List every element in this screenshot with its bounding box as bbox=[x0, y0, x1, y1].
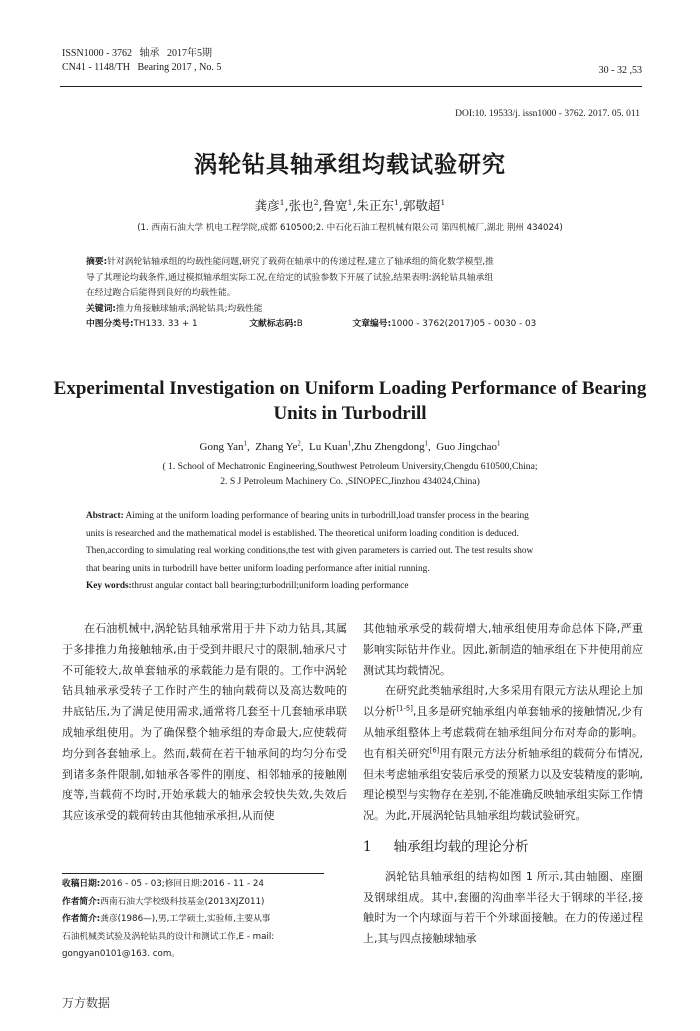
title-en-line2: Units in Turbodrill bbox=[273, 403, 427, 424]
abstract-en-line: that bearing units in turbodrill have better uniform loading performance after initial running. bbox=[86, 563, 430, 574]
section-heading bbox=[363, 837, 643, 858]
footnote bbox=[62, 876, 352, 964]
author-en-5: Guo Jingchao bbox=[436, 441, 498, 453]
body-paragraph: 其他轴承承受的载荷增大,轴承组使用寿命总体下降,严重影响实际钻井作业。因此,新制造的轴承组在下井使用前应测试其均载情况。 bbox=[363, 622, 643, 677]
abstract-en-line: Then,according to simulating real working conditions,the test with given parameters is carried out. The test results show bbox=[86, 546, 534, 556]
abstract-en bbox=[86, 508, 631, 596]
author-cn-3-sup: 1 bbox=[347, 197, 353, 207]
doc-code-value: B bbox=[296, 319, 303, 329]
authors-cn: 龚彦$^1$,张也$^2$,鲁宽$^1$,朱正东$^1$,郭敬超$^1$ bbox=[254, 197, 446, 213]
affiliation-en bbox=[0, 459, 700, 489]
para2-text: ,且多是研究轴承组内单套轴承的接触情况,少有从轴承组整体上考虑载荷在轴承组间分布对寿命的影响。也有相关研究 bbox=[363, 705, 644, 760]
body-left-column bbox=[62, 619, 347, 827]
footnote-rule bbox=[62, 873, 324, 874]
year-issue-cn: 2017年5期 bbox=[167, 48, 213, 59]
keywords-en: thrust angular contact ball bearing;turbodrill;uniform loading performance bbox=[131, 581, 409, 591]
watermark: 万方数据 bbox=[62, 996, 111, 1010]
abstract-cn-line: 在经过跑合后能得到良好的均载性能。 bbox=[86, 288, 236, 298]
author-en-5-sup: 1 bbox=[497, 440, 501, 448]
keywords-cn: 推力角接触球轴承;涡轮钻具;均载性能 bbox=[115, 303, 263, 314]
journal-name-en: Bearing 2017 , No. 5 bbox=[137, 62, 222, 73]
author-en-3-sup: 1 bbox=[347, 440, 352, 448]
author-cn-5: 郭敬超 bbox=[402, 198, 441, 213]
author-cn-4: 朱正东 bbox=[356, 198, 394, 213]
author-cn-1: 龚彦 bbox=[254, 198, 280, 213]
section-title: 轴承组均载的理论分析 bbox=[393, 838, 529, 855]
abstract-en-label: Abstract: bbox=[86, 511, 124, 521]
journal-name-cn: 轴承 bbox=[139, 48, 160, 59]
received-date: 2016 - 05 - 03;修回日期:2016 - 11 - 24 bbox=[100, 879, 264, 889]
body-right-column bbox=[363, 619, 643, 950]
para2-text: 在研究此类轴承组时,大多采用有限元方法从理论上加以分析 bbox=[363, 684, 643, 719]
body-paragraph: 涡轮钻具轴承组的结构如图 1 所示,其由轴圈、座圈及钢球组成。其中,套圈的沟曲率半径大于钢球的半径,接触时为一个内球面与若干个外球面接触。在力的传递过程上,其与四点接触球轴承 bbox=[363, 869, 643, 946]
affiliation-cn: (1. 西南石油大学 机电工程学院,成都 610500;2. 中石化石油工程机械有限公司 第四机械厂,湖北 荆州 434024) bbox=[137, 223, 563, 233]
classification-line bbox=[86, 317, 626, 333]
author-en-2: Zhang Ye bbox=[255, 441, 298, 453]
journal-header-left bbox=[62, 47, 221, 75]
author-en-4: Zhu Zhengdong bbox=[354, 441, 425, 453]
abstract-cn-line: 导了其理论均载条件,通过模拟轴承组实际工况,在给定的试验参数下开展了试验,结果表明:涡轮钻具轴承组 bbox=[86, 272, 494, 283]
abstract-cn bbox=[86, 255, 626, 333]
abstract-cn-label: 摘要: bbox=[86, 257, 108, 267]
keywords-cn-label: 关键词: bbox=[86, 303, 116, 314]
body-paragraph: 在石油机械中,涡轮钻具轴承常用于井下动力钻具,其属于多排推力角接触轴承,由于受到井眼尺寸的限制,轴承尺寸不可能较大,故单套轴承的承载能力是有限的。工作中涡轮钻具轴承承受转子工作时产生的轴向载荷以及高达数吨的井底钻压,为了满足使用需求,通常将几套至十几套轴承串联成轴承组使用。为了确保整个轴承组的寿命最大,应使载荷均分到各套轴承上。然而,载荷在若干轴承间的均匀分布受到诸多条件限制,如轴承各零件的刚度、相邻轴承的接触刚度等,当载荷不均时,开始承载大的轴承会较快失效,失效后其应该承受的载荷转由其他轴承承担,从而使 bbox=[62, 622, 347, 823]
cn-number: CN41 - 1148/TH bbox=[62, 62, 130, 73]
affiliation-en-line1: ( 1. School of Mechatronic Engineering,Southwest Petroleum University,Chengdu 610500,China; bbox=[162, 461, 538, 472]
author-cn-5-sup: 1 bbox=[440, 197, 446, 207]
issn: ISSN1000 - 3762 bbox=[62, 48, 133, 59]
abstract-en-line: Aiming at the uniform loading performance of bearing units in turbodrill,load transfer process in the bearing bbox=[125, 511, 529, 521]
para2-text: 用有限元方法分析轴承组的载荷分布情况,但未考虑轴承组安装后承受的预紧力以及安装精度的影响,理论模型与实物存在差别,不能准确反映轴承组实际工作情况。为此,开展涡轮钻具轴承组均载试验研究。 bbox=[363, 746, 644, 823]
section-number: 1 bbox=[363, 838, 372, 855]
clc-value: TH133. 33 + 1 bbox=[133, 319, 198, 329]
header-rule bbox=[60, 86, 642, 87]
title-en-line1: Experimental Investigation on Uniform Loading Performance of Bearing bbox=[53, 378, 647, 399]
clc-label: 中图分类号: bbox=[86, 319, 134, 329]
abstract-cn-line: 针对涡轮钻轴承组的均载性能问题,研究了载荷在轴承中的传递过程,建立了轴承组的简化数学模型,推 bbox=[107, 257, 494, 267]
article-number-value: 1000 - 3762(2017)05 - 0030 - 03 bbox=[391, 319, 537, 329]
author-bio: 龚彦(1986—),男,工学硕士,实验师,主要从事 bbox=[100, 914, 271, 924]
author-cn-4-sup: 1 bbox=[393, 197, 399, 207]
citation-ref: [6] bbox=[429, 746, 440, 755]
keywords-en-label: Key words: bbox=[86, 581, 132, 591]
authors-en: Gong Yan$^1$, Zhang Ye$^2$, Lu Kuan$^1$,Zhu Zhengdong$^1$, Guo Jingchao$^1$ bbox=[199, 440, 501, 453]
author-en-1-sup: 1 bbox=[243, 440, 247, 448]
article-number-label: 文章编号: bbox=[352, 319, 392, 329]
author-en-4-sup: 1 bbox=[424, 440, 428, 448]
author-bio-label: 作者简介: bbox=[62, 914, 101, 924]
fund-label: 作者简介: bbox=[62, 896, 101, 907]
author-cn-1-sup: 1 bbox=[279, 197, 285, 207]
author-bio: 石油机械类试验及涡轮钻具的设计和测试工作,E - mail: bbox=[62, 931, 275, 942]
author-en-1: Gong Yan bbox=[199, 441, 244, 453]
received-date-label: 收稿日期: bbox=[62, 879, 101, 889]
title-en bbox=[40, 376, 660, 426]
fund-text: 西南石油大学校级科技基金(2013XJZ011) bbox=[100, 896, 265, 907]
author-en-2-sup: 2 bbox=[297, 440, 301, 448]
citation-ref: [1-5] bbox=[396, 704, 413, 713]
doi: DOI:10. 19533/j. issn1000 - 3762. 2017. 05. 011 bbox=[455, 109, 640, 119]
author-email: gongyan0101@163. com。 bbox=[62, 949, 180, 959]
author-en-3: Lu Kuan bbox=[309, 441, 348, 453]
author-cn-2: 张也 bbox=[288, 198, 314, 213]
author-cn-3: 鲁宽 bbox=[322, 198, 348, 213]
body-paragraph-2 bbox=[363, 681, 643, 827]
affiliation-en-line2: 2. S J Petroleum Machinery Co. ,SINOPEC,Jinzhou 434024,China) bbox=[220, 476, 480, 487]
page-range: 30 - 32 ,53 bbox=[598, 65, 642, 76]
author-cn-2-sup: 2 bbox=[313, 197, 319, 207]
doc-code-label: 文献标志码: bbox=[249, 319, 297, 329]
title-cn: 涡轮钻具轴承组均载试验研究 bbox=[194, 151, 506, 178]
abstract-en-line: units is researched and the mathematical model is established. The theoretical uniform loading condition is deduced. bbox=[86, 528, 519, 539]
